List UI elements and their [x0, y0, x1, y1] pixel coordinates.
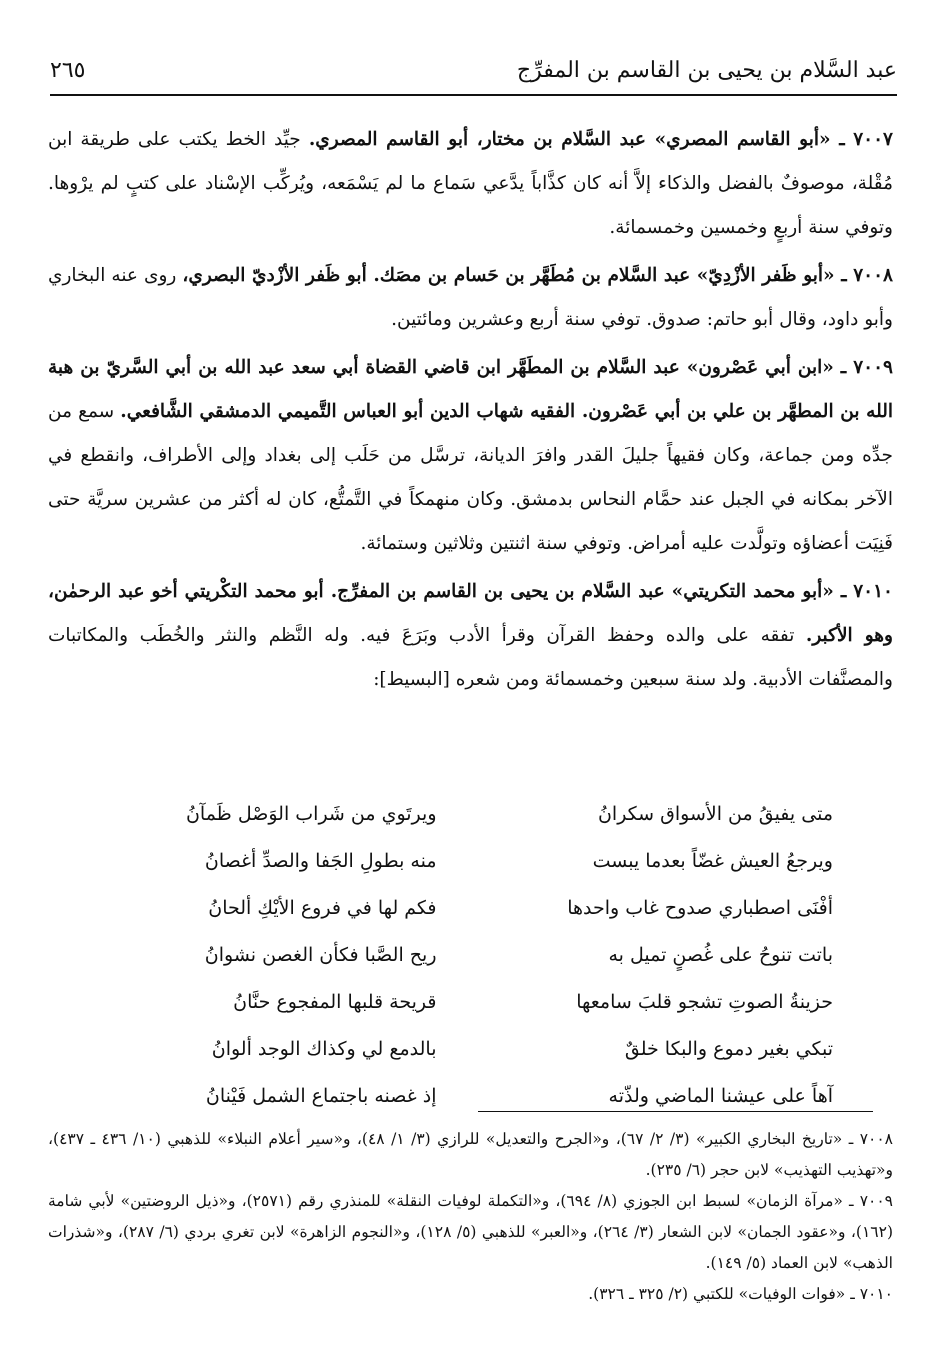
verse-first-half: متى يفيقُ من الأسواق سكرانُ: [597, 802, 833, 825]
verse-line: [100, 931, 833, 978]
entry-7009: [48, 346, 893, 566]
verse-first-half: ويرجعُ العيش غضّاً بعدما يبست: [592, 849, 833, 872]
verse-second-half: ويرتَوي من شَراب الوَصْل ظَمآنُ: [185, 802, 437, 825]
footnotes: [48, 1124, 893, 1310]
entry-text: جيِّد الخط يكتب على طريقة ابن مُقْلة، موصوفٌ بالفضل والذكاء إلاَّ أنه كان كذَّاباً يدَّعي سَماع ما لم يَسْمَعه، ويُركِّب الإسْناد على كتبٍ لم يرْوها. وتوفي سنة أربعٍ وخمسين وخمسمائة.: [48, 129, 893, 238]
entry-text: سمع من جدِّه ومن جماعة، وكان فقيهاً جليلَ القدر وافرَ الديانة، ترسَّل من حَلَب إلى بغداد وإلى الأطراف، وانقطع في الآخر بمكانه في الجبل عند حمَّام النحاس بدمشق. وكان منهمكاً في التَّمتُّع، كان له أكثر من عشرين سريَّة حتى فَنِيَت أعضاؤه وتولَّدت عليه أمراض. وتوفي سنة اثنتين وثلاثين وستمائة.: [48, 401, 893, 554]
verse-line: [100, 1025, 833, 1072]
entry-heading: ٧٠٠٨ ـ «أبو ظَفر الأزْدِيّ» عبد السَّلام بن مُطَهَّر بن حَسام بن مصَك. أبو ظَفر الأزْديّ البصري،: [182, 265, 893, 286]
entry-7007: [48, 118, 893, 250]
entry-heading: ٧٠٠٧ ـ «أبو القاسم المصري» عبد السَّلام بن مختار، أبو القاسم المصري.: [308, 129, 893, 150]
entry-heading: ٧٠٠٩ ـ «ابن أبي عَصْرون» عبد السَّلام بن المطَهَّر ابن قاضي القضاة أبي سعد عبد الله بن أبي السَّريّ بن هبة الله بن المطهَّر بن علي بن أبي عَصْرون. الفقيه شهاب الدين أبو العباس التَّميمي الدمشقي الشَّافعي.: [48, 357, 893, 422]
verse-first-half: باتت تنوحُ على غُصنٍ تميل به: [608, 943, 833, 966]
footnote-7009: ٧٠٠٩ ـ «مرآة الزمان» لسبط ابن الجوزي (٨/ ٦٩٤)، و«التكملة لوفيات النقلة» للمنذري رقم (٢٥٧١)، و«ذيل الروضتين» لأبي شامة (١٦٢)، و«عقود الجمان» لابن الشعار (٣/ ٢٦٤)، و«العبر» للذهبي (٥/ ١٢٨)، و«النجوم الزاهرة» لابن تغري بردي (٦/ ٢٨٧)، و«شذرات الذهب» لابن العماد (٥/ ١٤٩).: [48, 1192, 894, 1272]
verse-line: [100, 978, 833, 1025]
verse-second-half: فكم لها في فروع الأيْكِ ألحانُ: [208, 896, 437, 919]
verse-first-half: حزينةُ الصوتِ تشجو قلبَ سامعها: [576, 990, 833, 1013]
entry-heading: ٧٠١٠ ـ «أبو محمد التكريتي» عبد السَّلام بن يحيى بن القاسم بن المفرِّج. أبو محمد التكْريتي أخو عبد الرحمٰن، وهو الأكبر.: [48, 581, 893, 646]
verse-second-half: قريحة قلبها المفجوع حنَّانُ: [233, 990, 437, 1013]
verse-second-half: منه بطولِ الجَفا والصدِّ أغصانُ: [204, 849, 437, 872]
page-number: ٢٦٥: [50, 58, 86, 83]
entries-section: [48, 118, 893, 706]
verse-line: [100, 837, 833, 884]
verse-line: [100, 790, 833, 837]
verse-first-half: آهاً على عيشنا الماضي ولذّته: [608, 1084, 833, 1107]
verse-second-half: إذ غصنه باجتماع الشمل فَيْنانُ: [205, 1084, 437, 1107]
entry-text: تفقه على والده وحفظ القرآن وقرأ الأدب وبَرَعَ فيه. وله النَّظم والنثر والخُطَب والمكاتبات والمصنَّفات الأدبية. ولد سنة سبعين وخمسمائة ومن شعره [البسيط]:: [48, 625, 893, 690]
verse-second-half: بالدمع لي وكذاك الوجد ألوانُ: [211, 1037, 437, 1060]
entry-7008: [48, 254, 893, 342]
entry-7010: [48, 570, 893, 702]
footnote-7010: ٧٠١٠ ـ «فوات الوفيات» للكتبي (٢/ ٣٢٥ ـ ٣٢٦).: [588, 1285, 893, 1303]
verse-second-half: ريح الصَّبا فكأن الغصن نشوانُ: [204, 943, 437, 966]
verse-line: [100, 884, 833, 931]
verse-first-half: تبكي بغير دموع والبكا خلقٌ: [624, 1037, 833, 1060]
footnote-7008: ٧٠٠٨ ـ «تاريخ البخاري الكبير» (٣/ ٢/ ٦٧)، و«الجرح والتعديل» للرازي (٣/ ١/ ٤٨)، و«سير أعلام النبلاء» للذهبي (١٠/ ٤٣٦ ـ ٤٣٧)، و«تهذيب التهذيب» لابن حجر (٦/ ٢٣٥).: [48, 1130, 894, 1179]
entry-text: روى عنه البخاري وأبو داود، وقال أبو حاتم: صدوق. توفي سنة أربع وعشرين ومائتين.: [48, 265, 893, 330]
verse-first-half: أفْنَى اصطباري صدوح غاب واحدها: [567, 896, 833, 919]
running-title: عبد السَّلام بن يحيى بن القاسم بن المفرِّج: [516, 58, 897, 83]
footnote-separator: [478, 1111, 873, 1112]
page-header: [50, 52, 897, 96]
poem: [100, 790, 833, 1119]
